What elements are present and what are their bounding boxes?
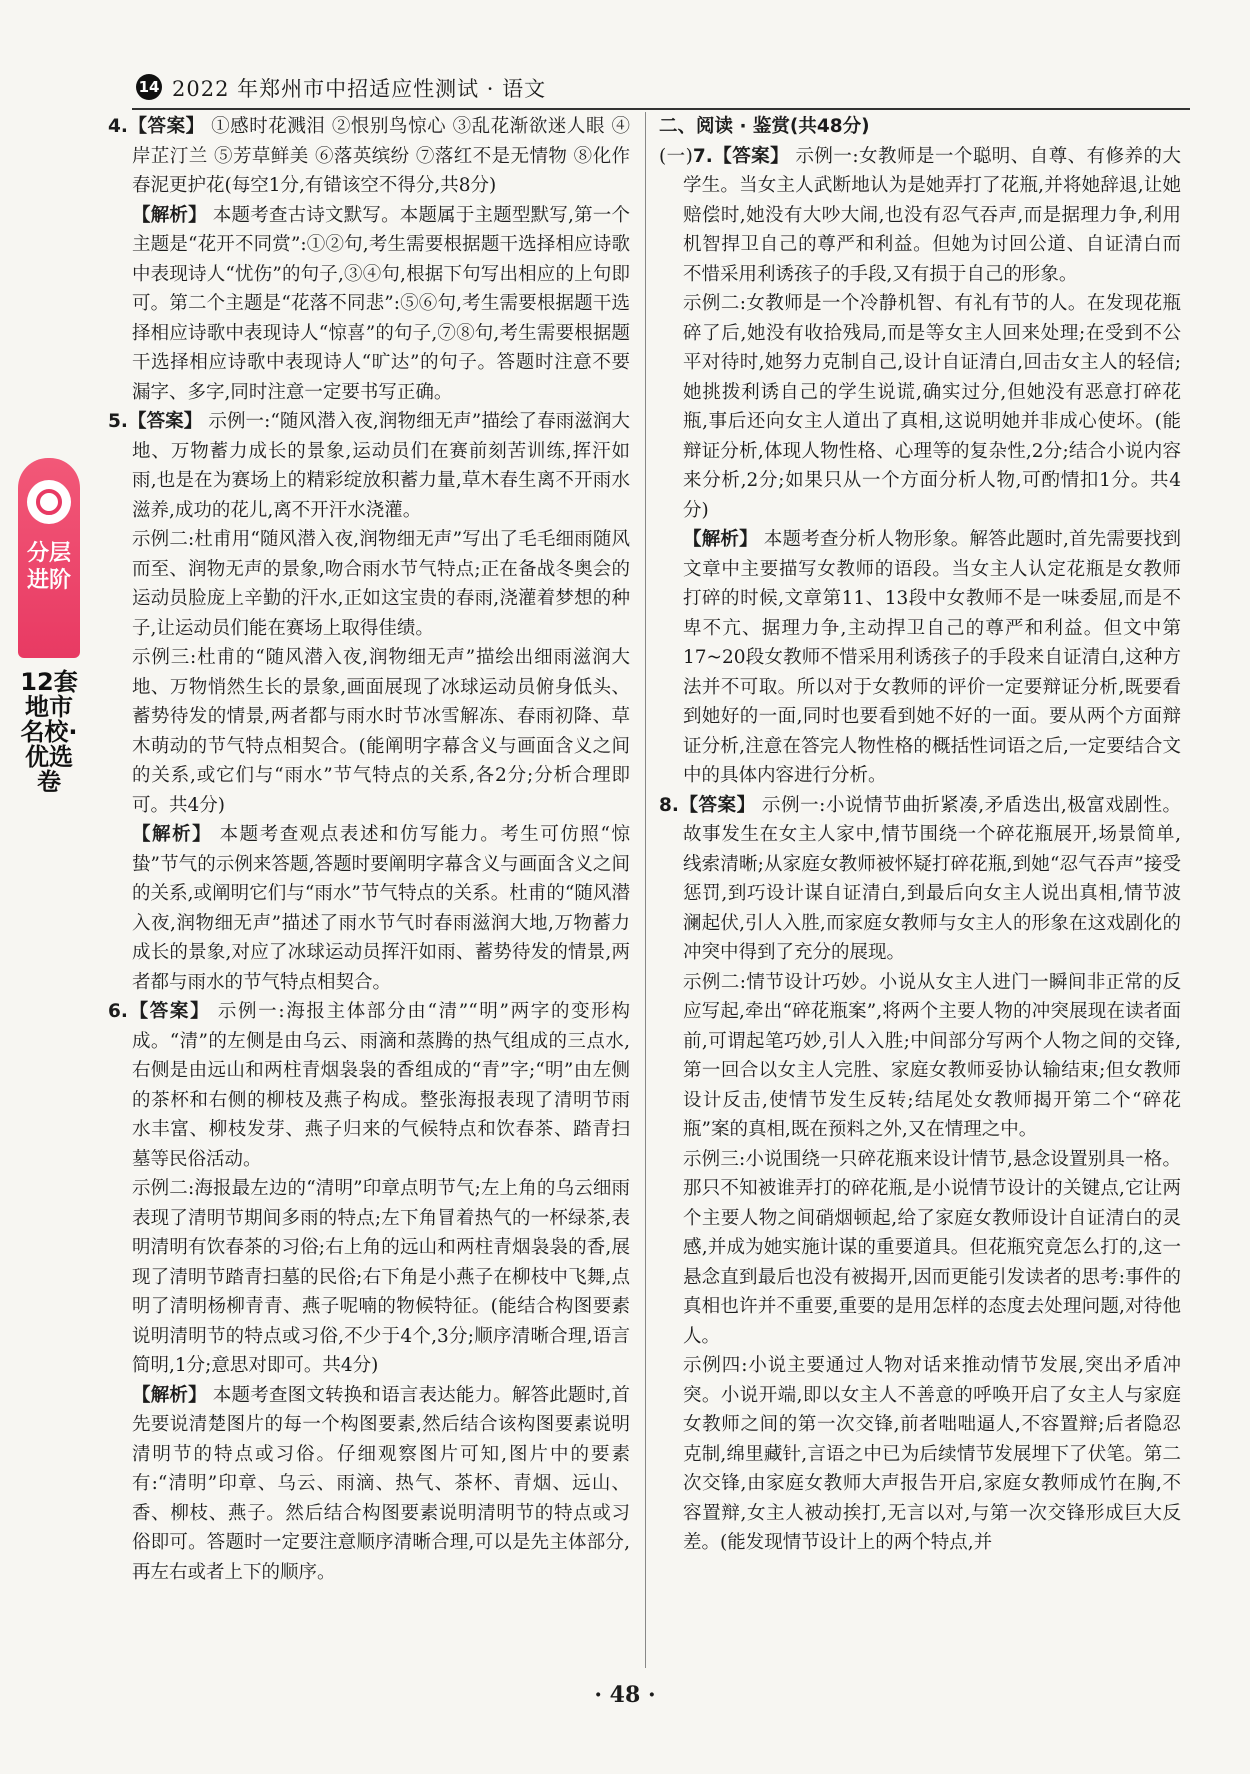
q8-example-3: 示例三:小说围绕一只碎花瓶来设计情节,悬念设置别具一格。那只不知被谁弄打的碎花瓶,是小说情节设计的关键点,它让两个主要人物之间硝烟顿起,给了家庭女教师设计自证清白的灵感,并成为她实施计谋的重要道具。但花瓶究竟怎么打的,这一悬念直到最后也没有被揭开,因而更能引发读者的思考:事件的真相也许并不重要,重要的是用怎样的态度去处理问题,对待他人。: [683, 1148, 1181, 1347]
q8-example-1: 示例一:小说情节曲折紧凑,矛盾迭出,极富戏剧性。故事发生在女主人家中,情节围绕一个碎花瓶展开,场景简单,线索清晰;从家庭女教师被怀疑打碎花瓶,到她“忍气吞声”接受惩罚,到巧设计谋自证清白,到最后向女主人说出真相,情节波澜起伏,引人入胜,而家庭女教师与女主人的形象在这戏剧化的冲突中得到了充分的展现。: [683, 794, 1181, 963]
q8-example-2: 示例二:情节设计巧妙。小说从女主人进门一瞬间非正常的反应写起,牵出“碎花瓶案”,将两个主要人物的冲突展现在读者面前,可谓起笔巧妙,引人入胜;中间部分写两个人物之间的交锋,第一回合以女主人完胜、家庭女教师妥协认输结束;但女教师设计反击,使情节发生反转;结尾处女教师揭开第二个“碎花瓶”案的真相,既在预料之外,又在情理之中。: [683, 971, 1181, 1140]
series-label: 12套地市名校·优选卷: [20, 668, 78, 796]
left-column: [108, 112, 630, 1587]
q6-example-1: 示例一:海报主体部分由“清”“明”两字的变形构成。“清”的左侧是由乌云、雨滴和蒸腾的热气组成的三点水,右侧是由远山和两柱青烟袅袅的香组成的“青”字;“明”由左侧的茶杯和右侧的柳枝及燕子构成。整张海报表现了清明节雨水丰富、柳枝发芽、燕子归来的气候特点和饮春茶、踏青扫墓等民俗活动。: [132, 1001, 630, 1170]
side-tab-text: 分层进阶: [26, 541, 71, 593]
q7-answer: [659, 142, 1181, 290]
q8-example-4: 示例四:小说主要通过人物对话来推动情节发展,突出矛盾冲突。小说开端,即以女主人不善意的呼唤开启了女主人与家庭女教师之间的第一次交锋,前者咄咄逼人,不容置辩;后者隐忍克制,绵里藏针,言语之中已为后续情节发展埋下了伏笔。第二次交锋,由家庭女教师大声报告开启,家庭女教师成竹在胸,不容置辩,女主人被动挨打,无言以对,与第一次交锋形成巨大反差。(能发现情节设计上的两个特点,并: [683, 1355, 1181, 1553]
q7-example-1: 示例一:女教师是一个聪明、自尊、有修养的大学生。当女主人武断地认为是她弄打了花瓶,并将她辞退,让她赔偿时,她没有大吵大闹,也没有忍气吞声,而是据理力争,利用机智捍卫自己的尊严和利益。但她为讨回公道、自证清白而不惜采用利诱孩子的手段,又有损于自己的形象。: [683, 145, 1181, 285]
q4-analysis: [108, 201, 630, 408]
target-icon: [27, 480, 71, 524]
q6-answer: [108, 997, 630, 1174]
q6-example-2: 示例二:海报最左边的“清明”印章点明节气;左上角的乌云细雨表现了清明节期间多雨的特点;左下角冒着热气的一杯绿茶,表明清明有饮春茶的习俗;右上角的远山和两柱青烟袅袅的香,展现了清明节踏青扫墓的民俗;右下角是小燕子在柳枝中飞舞,点明了清明杨柳青青、燕子呢喃的物候特征。(能结合构图要素说明清明节的特点或习俗,不少于4个,3分;顺序清晰合理,语言简明,1分;意思对即可。共4分): [132, 1178, 630, 1376]
q5-analysis-tag: 【解析】: [132, 824, 213, 845]
q7-analysis: [659, 525, 1181, 791]
q4-answer-tag: 【答案】: [127, 116, 205, 137]
q5-analysis: [108, 820, 630, 997]
q6-analysis-tag: 【解析】: [132, 1384, 207, 1406]
q7-example-2: 示例二:女教师是一个冷静机智、有礼有节的人。在发现花瓶碎了后,她没有收拾残局,而是等女主人回来处理;在受到不公平对待时,她努力克制自己,设计自证清白,回击女主人的轻信;她挑拨利诱自己的学生说谎,确实过分,但她没有恶意打碎花瓶,事后还向女主人道出了真相,这说明她并非成心使坏。(能辩证分析,体现人物性格、心理等的复杂性,2分;结合小说内容来分析,2分;如果只从一个方面分析人物,可酌情扣1分。共4分): [683, 293, 1181, 521]
q7-answer-tag: 【答案】: [712, 145, 790, 167]
section-title: 二、阅读 · 鉴赏(共48分): [659, 116, 870, 137]
page-number: · 48 ·: [594, 1682, 656, 1708]
q4-answer: [108, 112, 630, 201]
q6-number: 6.: [108, 1001, 128, 1022]
q4-analysis-text: 本题考查古诗文默写。本题属于主题型默写,第一个主题是“花开不同赏”:①②句,考生需要根据题干选择相应诗歌中表现诗人“忧伤”的句子,③④句,根据下句写出相应的上句即可。第二个主题是“花落不同悲”:⑤⑥句,考生需要根据题干选择相应诗歌中表现诗人“惊喜”的句子,⑦⑧句,考生需要根据题干选择相应诗歌中表现诗人“旷达”的句子。答题时注意不要漏字、多字,同时注意一定要书写正确。: [132, 204, 630, 403]
q7-analysis-tag: 【解析】: [683, 529, 758, 550]
column-divider: [645, 112, 646, 1668]
q4-number: 4.: [108, 116, 128, 137]
q5-answer-tag: 【答案】: [127, 411, 203, 432]
right-column: [659, 112, 1181, 1558]
q8-answer: [659, 791, 1181, 968]
q8-answer-tag: 【答案】: [678, 794, 756, 816]
q5-example-1: 示例一:“随风潜入夜,润物细无声”描绘了春雨滋润大地、万物蓄力成长的景象,运动员们在赛前刻苦训练,挥汗如雨,也是在为赛场上的精彩绽放积蓄力量,草木春生离不开雨水滋养,成功的花儿,离不开汗水浇灌。: [132, 411, 630, 521]
q7-number: 7.: [692, 145, 713, 167]
page-badge: 14: [136, 74, 162, 100]
q4-answer-text: ①感时花溅泪 ②恨别鸟惊心 ③乱花渐欲迷人眼 ④岸芷汀兰 ⑤芳草鲜美 ⑥落英缤纷 ⑦落红不是无情物 ⑧化作春泥更护花(每空1分,有错该空不得分,共8分): [132, 116, 630, 196]
q8-number: 8.: [659, 794, 679, 816]
page-header: [132, 70, 1190, 110]
q7-prefix: (一): [659, 145, 693, 167]
q5-example-2: 示例二:杜甫用“随风潜入夜,润物细无声”写出了毛毛细雨随风而至、润物无声的景象,吻合雨水节气特点;正在备战冬奥会的运动员脸庞上辛勤的汗水,正如这宝贵的春雨,浇灌着梦想的种子,让运动员们能在赛场上取得佳绩。: [132, 529, 630, 639]
q6-answer-tag: 【答案】: [127, 1001, 211, 1022]
q6-analysis-text: 本题考查图文转换和语言表达能力。解答此题时,首先要说清楚图片的每一个构图要素,然后结合该构图要素说明清明节的特点或习俗。仔细观察图片可知,图片中的要素有:“清明”印章、乌云、雨滴、热气、茶杯、青烟、远山、香、柳枝、燕子。然后结合构图要素说明清明节的特点或习俗即可。答题时一定要注意顺序清晰合理,可以是先主体部分,再左右或者上下的顺序。: [132, 1384, 630, 1583]
q5-answer: [108, 407, 630, 525]
q5-example-3: 示例三:杜甫的“随风潜入夜,润物细无声”描绘出细雨滋润大地、万物悄然生长的景象,画面展现了冰球运动员俯身低头、蓄势待发的情景,两者都与雨水时节冰雪解冻、春雨初降、草木萌动的节气特点相契合。(能阐明字幕含义与画面含义之间的关系,或它们与“雨水”节气特点的关系,各2分;分析合理即可。共4分): [132, 647, 630, 816]
header-title: 2022 年郑州市中招适应性测试 · 语文: [172, 77, 547, 101]
side-tab-bg: [18, 458, 80, 658]
q4-analysis-tag: 【解析】: [132, 204, 207, 226]
q5-number: 5.: [108, 411, 128, 432]
q6-analysis: [108, 1381, 630, 1588]
side-tab: [18, 458, 80, 938]
q5-analysis-text: 本题考查观点表述和仿写能力。考生可仿照“惊蛰”节气的示例来答题,答题时要阐明字幕含义与画面含义之间的关系,或阐明它们与“雨水”节气特点的关系。杜甫的“随风潜入夜,润物细无声”描述了雨水节气时春雨滋润大地,万物蓄力成长的景象,对应了冰球运动员挥汗如雨、蓄势待发的情景,两者都与雨水的节气特点相契合。: [132, 824, 630, 993]
q7-analysis-text: 本题考查分析人物形象。解答此题时,首先需要找到文章中主要描写女教师的语段。当女主人认定花瓶是女教师打碎的时候,文章第11、13段中女教师不是一味委屈,而是不卑不亢、据理力争,主动捍卫自己的尊严和利益。但文中第17~20段女教师不惜采用利诱孩子的手段来自证清白,这种方法并不可取。所以对于女教师的评价一定要辩证分析,既要看到她好的一面,同时也要看到她不好的一面。要从两个方面辩证分析,注意在答完人物性格的概括性词语之后,一定要结合文中的具体内容进行分析。: [683, 529, 1181, 786]
